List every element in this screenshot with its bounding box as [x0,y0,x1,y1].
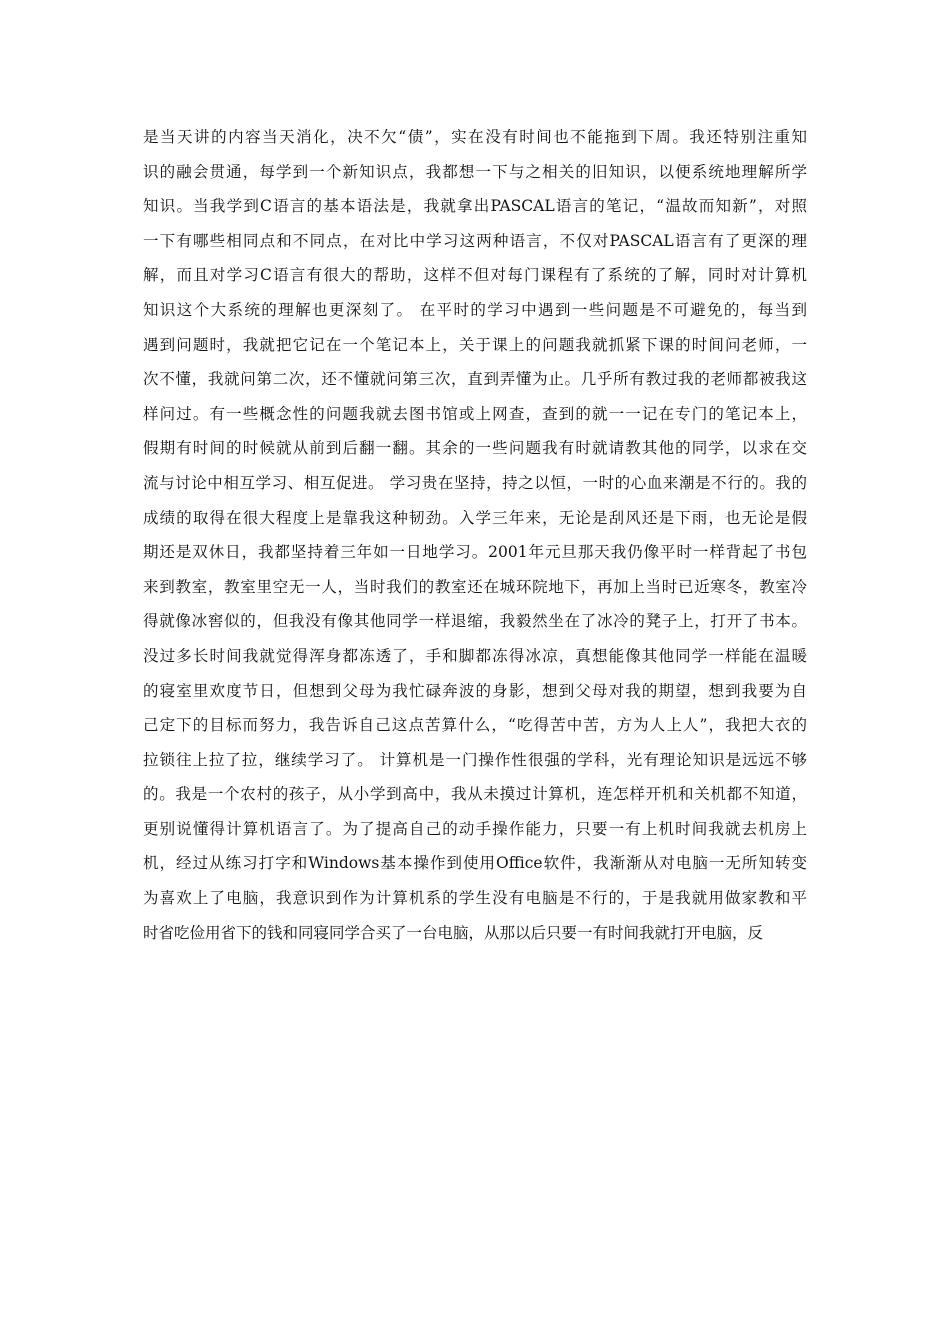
text-line: 时省吃俭用省下的钱和同寝同学合买了一台电脑，从那以后只要一有时间我就打开电脑，反 [143,923,764,942]
text-line: 拉锁往上拉了拉，继续学习了。 计算机是一门操作性很强的学科，光有理论知识是远远不够 [143,750,807,769]
text-line: 的。我是一个农村的孩子，从小学到高中，我从未摸过计算机，连怎样开机和关机都不知道， [143,785,807,804]
text-line: 期还是双休日，我都坚持着三年如一日地学习。2001年元旦那天我仍像平时一样背起了书包 [143,543,807,562]
text-line: 样问过。有一些概念性的问题我就去图书馆或上网查，查到的就一一记在专门的笔记本上， [143,404,807,423]
text-line: 更别说懂得计算机语言了。为了提高自己的动手操作能力，只要一有上机时间我就去机房上 [143,819,807,838]
text-line: 得就像冰窖似的，但我没有像其他同学一样退缩，我毅然坐在了冰冷的凳子上，打开了书本。 [143,612,807,631]
text-line: 次不懂，我就问第二次，还不懂就问第三次，直到弄懂为止。几乎所有教过我的老师都被我这 [143,370,807,389]
text-line: 没过多长时间我就觉得浑身都冻透了，手和脚都冻得冰凉，真想能像其他同学一样能在温暖 [143,646,807,665]
text-line: 一下有哪些相同点和不同点，在对比中学习这两种语言，不仅对PASCAL语言有了更深的理 [143,231,807,250]
document-body [143,120,807,950]
text-line: 的寝室里欢度节日，但想到父母为我忙碌奔波的身影，想到父母对我的期望，想到我要为自 [143,681,807,700]
text-line: 识的融会贯通，每学到一个新知识点，我都想一下与之相关的旧知识，以便系统地理解所学 [143,162,807,181]
text-line: 知识这个大系统的理解也更深刻了。 在平时的学习中遇到一些问题是不可避免的，每当到 [143,300,807,319]
text-line: 成绩的取得在很大程度上是靠我这种韧劲。入学三年来，无论是刮风还是下雨，也无论是假 [143,508,807,527]
text-line: 己定下的目标而努力，我告诉自己这点苦算什么，“吃得苦中苦，方为人上人”，我把大衣的 [143,716,807,735]
text-line: 假期有时间的时候就从前到后翻一翻。其余的一些问题我有时就请教其他的同学，以求在交 [143,439,807,458]
text-line: 遇到问题时，我就把它记在一个笔记本上，关于课上的问题我就抓紧下课的时间问老师，一 [143,335,807,354]
text-line: 来到教室，教室里空无一人，当时我们的教室还在城环院地下，再加上当时已近寒冬，教室冷 [143,577,807,596]
text-line: 解，而且对学习C语言有很大的帮助，这样不但对每门课程有了系统的了解，同时对计算机 [143,266,807,285]
text-line: 机，经过从练习打字和Windows基本操作到使用Office软件，我渐渐从对电脑一无所知转变 [143,854,807,873]
text-line: 知识。当我学到C语言的基本语法是，我就拿出PASCAL语言的笔记，“温故而知新”，对照 [143,197,807,216]
text-line: 是当天讲的内容当天消化，决不欠“债”，实在没有时间也不能拖到下周。我还特别注重知 [143,128,807,146]
text-line: 为喜欢上了电脑，我意识到作为计算机系的学生没有电脑是不行的，于是我就用做家教和平 [143,889,807,908]
text-line: 流与讨论中相互学习、相互促进。 学习贵在坚持，持之以恒，一时的心血来潮是不行的。我的 [143,473,807,492]
